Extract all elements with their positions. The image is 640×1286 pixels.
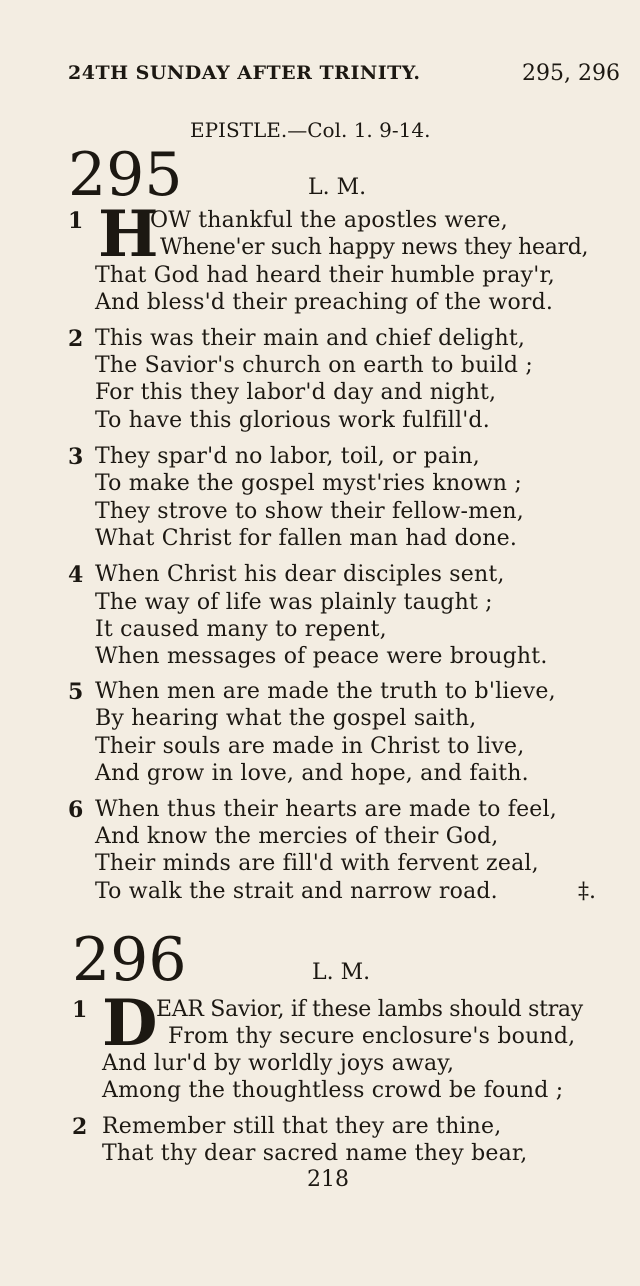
verse-number: 4 <box>68 562 84 588</box>
running-header <box>68 62 620 90</box>
verse-line: Remember still that they are thine, <box>102 1114 502 1139</box>
verse-line: From thy secure enclosure's bound, <box>168 1024 576 1049</box>
verse-line: What Christ for fallen man had done. <box>95 526 518 551</box>
verse-number: 1 <box>72 997 88 1023</box>
verse-line: And lur'd by worldly joys away, <box>102 1051 455 1076</box>
verse-line: That thy dear sacred name they bear, <box>102 1141 528 1166</box>
verse-line: They strove to show their fellow-men, <box>95 499 524 524</box>
drop-cap: H <box>98 197 159 272</box>
verse-line: Among the thoughtless crowd be found ; <box>102 1078 564 1103</box>
hymn-meter: L. M. <box>312 960 371 985</box>
verse-number: 6 <box>68 797 84 823</box>
verse-line: Whene'er such happy news they heard, <box>160 235 589 260</box>
verse-line: For this they labor'd day and night, <box>95 380 497 405</box>
verse-line: To have this glorious work fulfill'd. <box>95 408 490 433</box>
verse-line: To walk the strait and narrow road. <box>95 879 498 904</box>
end-mark: ‡. <box>578 879 596 904</box>
verse-line: That God had heard their humble pray'r, <box>95 263 555 288</box>
verse-number: 2 <box>72 1114 88 1140</box>
verse-line: Their minds are fill'd with fervent zeal, <box>95 851 539 876</box>
verse-line: EAR Savior, if these lambs should stray <box>156 997 583 1022</box>
hymn-meter: L. M. <box>308 175 367 200</box>
epistle-reference: EPISTLE.—Col. 1. 9-14. <box>190 118 431 142</box>
verse-line: When thus their hearts are made to feel, <box>95 797 557 822</box>
drop-cap: D <box>102 986 158 1061</box>
header-hymn-numbers: 295, 296 <box>522 61 620 86</box>
verse-line: The Savior's church on earth to build ; <box>95 353 534 378</box>
verse-line: When messages of peace were brought. <box>95 644 548 669</box>
verse-line: This was their main and chief delight, <box>95 326 526 351</box>
verse-line: To make the gospel myst'ries known ; <box>95 471 522 496</box>
verse-line: The way of life was plainly taught ; <box>95 590 493 615</box>
verse-line: When Christ his dear disciples sent, <box>95 562 505 587</box>
verse-line: OW thankful the apostles were, <box>150 208 508 233</box>
verse-number: 2 <box>68 326 84 352</box>
verse-line: By hearing what the gospel saith, <box>95 706 477 731</box>
verse-number: 5 <box>68 679 84 705</box>
verse-line: Their souls are made in Christ to live, <box>95 734 525 759</box>
verse-line: And grow in love, and hope, and faith. <box>95 761 529 786</box>
verse-number: 1 <box>68 208 84 234</box>
verse-line: And know the mercies of their God, <box>95 824 499 849</box>
verse-line: They spar'd no labor, toil, or pain, <box>95 444 480 469</box>
header-title: 24TH SUNDAY AFTER TRINITY. <box>68 62 421 84</box>
verse-number: 3 <box>68 444 84 470</box>
verse-line: It caused many to repent, <box>95 617 387 642</box>
hymn-number: 296 <box>72 925 187 995</box>
hymn-number: 295 <box>68 140 183 210</box>
page-number: 218 <box>307 1167 349 1192</box>
verse-line: And bless'd their preaching of the word. <box>95 290 554 315</box>
verse-line: When men are made the truth to b'lieve, <box>95 679 556 704</box>
